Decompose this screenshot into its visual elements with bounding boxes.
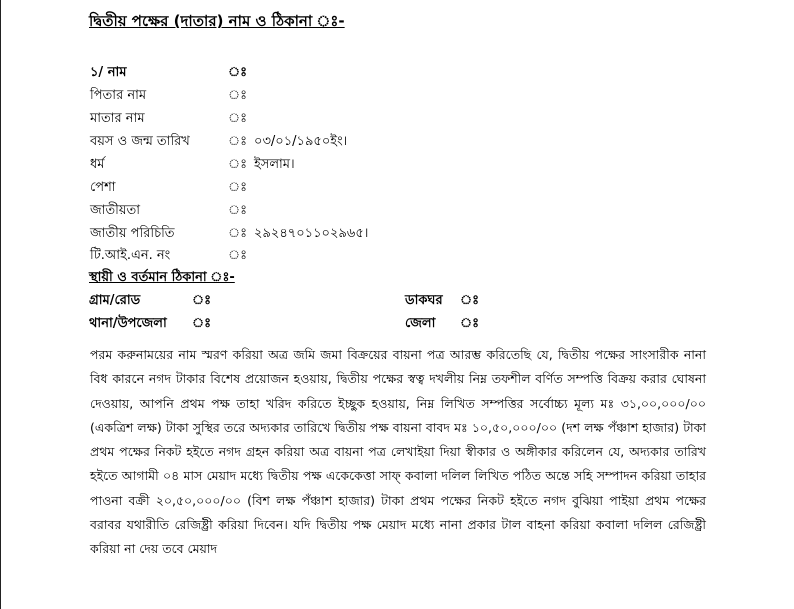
field-colon: ঃ xyxy=(228,65,248,80)
address-thana xyxy=(89,313,219,335)
field-label: মাতার নাম xyxy=(90,111,145,126)
field-age-dob xyxy=(90,131,690,153)
field-colon: ঃ xyxy=(460,293,480,308)
field-label: জাতীয়তা xyxy=(90,203,141,218)
field-colon: ঃ xyxy=(228,226,248,241)
field-colon: ঃ xyxy=(228,134,248,149)
field-tin xyxy=(90,245,690,267)
post-office-label: ডাকঘর xyxy=(405,293,443,308)
field-label: ধর্ম xyxy=(90,157,105,172)
field-nationality xyxy=(90,200,690,222)
thana-label: থানা/উপজেলা xyxy=(89,316,167,331)
address-district xyxy=(405,313,485,335)
field-colon: ঃ xyxy=(460,316,480,331)
field-value: ইসলাম। xyxy=(254,157,295,172)
field-colon: ঃ xyxy=(228,111,248,126)
village-label: গ্রাম/রোড xyxy=(89,293,141,308)
field-occupation xyxy=(90,177,690,199)
field-name xyxy=(90,62,690,84)
field-label: ১/ নাম xyxy=(90,65,127,80)
field-colon: ঃ xyxy=(192,293,212,308)
address-heading: স্থায়ী ও বর্তমান ঠিকানা ঃ- xyxy=(89,270,235,285)
field-label: পিতার নাম xyxy=(90,88,147,103)
address-post-office xyxy=(405,290,485,312)
field-religion xyxy=(90,154,690,176)
field-colon: ঃ xyxy=(228,157,248,172)
field-colon: ঃ xyxy=(228,88,248,103)
field-value: ০৩/০১/১৯৫০ইং। xyxy=(254,134,348,149)
field-national-id xyxy=(90,223,690,245)
field-colon: ঃ xyxy=(228,248,248,263)
section-heading: দ্বিতীয় পক্ষের (দাতার) নাম ও ঠিকানা ঃ- xyxy=(89,12,345,30)
field-colon: ঃ xyxy=(228,203,248,218)
field-colon: ঃ xyxy=(192,316,212,331)
field-mother-name xyxy=(90,108,690,130)
address-village xyxy=(89,290,219,312)
page-border xyxy=(0,0,1,609)
district-label: জেলা xyxy=(405,316,436,331)
field-label: টি.আই.এন. নং xyxy=(90,248,171,263)
agreement-paragraph: পরম করুনাময়ের নাম স্মরণ করিয়া অত্র জমি জমা বিক্রয়ের বায়না পত্র আরম্ভ করিতেছি যে, দ্বিতীয় পক্ষের সাংসারীক নানা বিধ কারনে নগদ টাকার বিশেষ প্রয়োজন হওয়ায়, দ্বিতীয় পক্ষের স্বত্ব দখলীয় নিম্ন তফশীল বর্ণিত সম্পত্তি বিক্রয় করার ঘোষনা দেওয়ায়, আপনি প্রথম পক্ষ তাহা খরিদ করিতে ইচ্ছুক হওয়ায়, নিম্ন লিখিত সম্পত্তির সর্বোচ্চ্য মূল্য মঃ ৩১,০০,০০০/০০ (একত্রিশ লক্ষ) টাকা সুস্থির তরে অদ্যকার তারিখে দ্বিতীয় পক্ষ বায়না বাবদ মঃ ১০,৫০,০০০/০০ (দশ লক্ষ পঁঞ্চাশ হাজার) টাকা প্রথম পক্ষের নিকট হইতে নগদ গ্রহন করিয়া অত্র বায়না পত্র লেখাইয়া দিয়া স্বীকার ও অঙ্গীকার করিলেন যে, অদ্যকার তারিখ হইতে আগামী ০৪ মাস মেয়াদ মধ্যে দ্বিতীয় পক্ষ একেকেত্তা সাফ্ কবালা দলিল লিখিত পঠিত অন্তে সহি সম্পাদন করিয়া তাহার পাওনা বক্রী ২০,৫০,০০০/০০ (বিশ লক্ষ পঁঞ্চাশ হাজার) টাকা প্রথম পক্ষের নিকট হইতে নগদ বুঝিয়া পাইয়া প্রথম পক্ষের বরাবর যথারীতি রেজিষ্ট্রী করিয়া দিবেন। যদি দ্বিতীয় পক্ষ মেয়াদ মধ্যে নানা প্রকার টাল বাহনা করিয়া কবালা দলিল রেজিষ্ট্রী করিয়া না দেয় তবে মেয়াদ xyxy=(90,347,706,557)
field-label: জাতীয় পরিচিতি xyxy=(90,226,175,241)
field-father-name xyxy=(90,85,690,107)
field-value: ২৯২৪৭০১১০২৯৬৫। xyxy=(254,226,369,241)
field-label: পেশা xyxy=(90,180,116,195)
field-colon: ঃ xyxy=(228,180,248,195)
field-label: বয়স ও জন্ম তারিখ xyxy=(90,134,190,149)
